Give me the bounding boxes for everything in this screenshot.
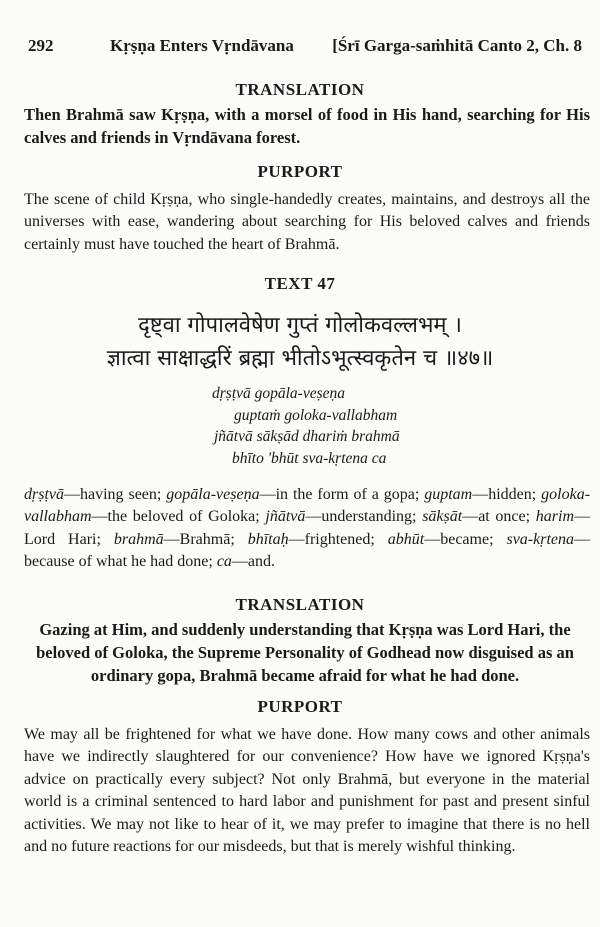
synonym-word: guptam — [424, 486, 473, 503]
synonym-word: harim — [535, 508, 575, 526]
synonym-meaning: Brahmā; — [179, 530, 248, 548]
chapter-title: Kṛṣṇa Enters Vṛndāvana — [110, 36, 294, 55]
synonym-word: brahmā — [113, 530, 164, 548]
synonym-meaning: understanding; — [321, 508, 423, 526]
synonym-word: gopāla-veṣeṇa — [166, 486, 260, 503]
transliteration-line-4: bhīto 'bhūt sva-kṛtena ca — [232, 449, 387, 467]
synonym-meaning: in the form of a gopa; — [275, 486, 425, 503]
purport-text-1: The scene of child Kṛṣṇa, who single-handedly creates, maintains, and destroys all the universes with ease, wandering about searching for His beloved calves and friends certainly must have touched the heart of Brahmā. — [24, 191, 590, 253]
synonym-meaning: at once; — [478, 508, 536, 526]
page-number: 292 — [28, 36, 54, 55]
synonym-meaning: because of what he had done; — [24, 553, 217, 571]
synonym-word: sva-kṛtena — [506, 530, 574, 548]
synonym-word: jñātvā — [265, 508, 306, 526]
purport-heading-1: PURPORT — [257, 162, 343, 181]
synonym-meaning: frightened; — [304, 530, 388, 548]
synonym-meaning: Lord Hari; — [24, 530, 114, 548]
synonyms-paragraph: dṛṣṭvā—having seen; gopāla-veṣeṇa—in the form of a gopa; guptam—hidden; goloka-vallabham—the beloved of Goloka; jñātvā—understanding; sākṣāt—at once; harim—Lord Hari; brahmā—Brahmā; bhītaḥ—frightened; abhūt—became; sva-kṛtena—because of what he had done; ca—and. — [24, 486, 591, 571]
transliteration-block — [212, 383, 512, 469]
translation-text-1: Then Brahmā saw Kṛṣṇa, with a morsel of food in His hand, searching for His calves and friends in Vṛndāvana forest. — [24, 105, 590, 147]
transliteration-line-3: jñātvā sākṣād dhariṁ brahmā — [214, 428, 400, 445]
source-reference: [Śrī Garga-saṁhitā Canto 2, Ch. 8 — [332, 36, 582, 55]
text-47-heading: TEXT 47 — [264, 274, 336, 293]
devanagari-line-2: ज्ञात्वा साक्षाद्धरिं ब्रह्मा भीतोऽभूत्स्वकृतेन च ॥४७॥ — [106, 346, 494, 371]
purport-text-2: We may all be frightened for what we have done. How many cows and other animals have we indirectly slaughtered for our convenience? How have we ignored Kṛṣṇa's advice on practically every subject? Not only Brahmā, but everyone in the material world is a criminal sentenced to hard labor and punishment for past and present sinful activities. We may not like to hear of it, we may prefer to imagine that there is no hell and no future reactions for our misdeeds, but that is merely wishful thinking. — [24, 726, 590, 856]
translation-heading-1: TRANSLATION — [235, 80, 365, 99]
synonym-meaning: hidden; — [488, 486, 542, 503]
synonym-meaning: the beloved of Goloka; — [107, 508, 266, 526]
synonym-word: goloka-vallabham — [24, 486, 591, 526]
synonym-word: sākṣāt — [422, 508, 463, 526]
synonym-word: ca — [216, 553, 232, 571]
translation-heading-2: TRANSLATION — [235, 595, 365, 614]
synonym-meaning: became; — [440, 530, 507, 548]
translation-text-2: Gazing at Him, and suddenly understanding that Kṛṣṇa was Lord Hari, the beloved of Goloka, the Supreme Personality of Godhead now disguised as an ordinary gopa, Brahmā became afraid for what he had done. — [36, 620, 574, 685]
synonym-word: dṛṣṭvā — [24, 486, 64, 503]
synonym-meaning: and. — [247, 553, 276, 571]
devanagari-line-1: दृष्ट्वा गोपालवेषेण गुप्तं गोलोकवल्लभम् । — [138, 313, 462, 338]
synonym-word: bhītaḥ — [247, 530, 289, 548]
purport-heading-2: PURPORT — [257, 697, 343, 716]
transliteration-line-2: guptaṁ goloka-vallabham — [234, 406, 398, 424]
synonym-word: abhūt — [387, 530, 425, 548]
synonym-meaning: having seen; — [80, 486, 167, 503]
transliteration-line-1: dṛṣṭvā gopāla-veṣeṇa — [212, 385, 346, 402]
